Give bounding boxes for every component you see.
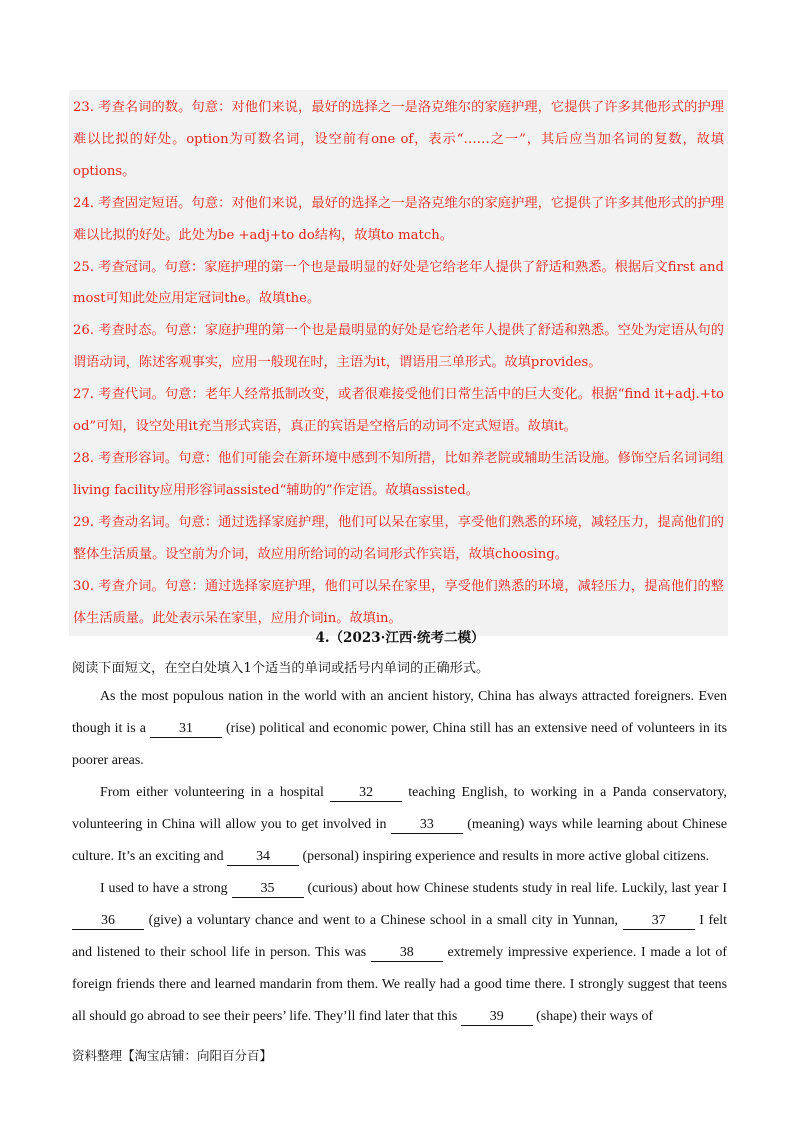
blank-39[interactable]: 39: [461, 1008, 533, 1026]
answer-25: 25. 考查冠词。句意：家庭护理的第一个也是最明显的好处是它给老年人提供了舒适和熟悉。根据后文first and most可知此处应用定冠词the。故填the。: [73, 259, 724, 307]
answer-29: 29. 考查动名词。句意：通过选择家庭护理，他们可以呆在家里，享受他们熟悉的环境，减轻压力，提高他们的整体生活质量。设空前为介词，故应用所给词的动名词形式作宾语，故填choosing。: [73, 514, 724, 562]
answer-24: 24. 考查固定短语。句意：对他们来说，最好的选择之一是洛克维尔的家庭护理，它提供了许多其他形式的护理难以比拟的好处。此处为be +adj+to do结构，故填to match。: [73, 195, 724, 243]
paragraph-3: I used to have a strong 35 (curious) about how Chinese students study in real life. Luckily, last year I 36 (give) a voluntary chance and went to a Chinese school in a small city in Yunnan, 37 I felt and listened to their school life in person. This was 38 extremely impressive experience. I made a lot of foreign friends there and learned mandarin from them. We really had a good time there. I strongly suggest that teens all should go abroad to see their peers’ life. They’ll find later that this 39 (shape) their ways of: [72, 881, 727, 1024]
blank-35[interactable]: 35: [232, 880, 304, 898]
answer-explanations: [69, 90, 728, 636]
blank-36[interactable]: 36: [72, 912, 144, 930]
section-title: 4.（2023·江西·统考二模）: [315, 630, 485, 646]
paragraph-2: From either volunteering in a hospital 32 teaching English, to working in a Panda conservatory, volunteering in China will allow you to get involved in 33 (meaning) ways while learning about Chinese culture. It’s an exciting and 34 (personal) inspiring experience and results in more active global citizens.: [72, 785, 728, 864]
blank-31[interactable]: 31: [150, 720, 222, 738]
answer-23: 23. 考查名词的数。句意：对他们来说，最好的选择之一是洛克维尔的家庭护理，它提供了许多其他形式的护理难以比拟的好处。option为可数名词，设空前有one of，表示“……之一”，其后应当加名词的复数，故填options。: [73, 100, 724, 179]
instructions: 阅读下面短文，在空白处填入1个适当的单词或括号内单词的正确形式。: [72, 661, 490, 676]
answer-27: 27. 考查代词。句意：老年人经常抵制改变，或者很难接受他们日常生活中的巨大变化。根据“find it+adj.+to od”可知，设空处用it充当形式宾语，真正的宾语是空格后的动词不定式短语。故填it。: [73, 387, 724, 435]
answer-28: 28. 考查形容词。句意：他们可能会在新环境中感到不知所措，比如养老院或辅助生活设施。修饰空后名词词组living facility应用形容词assisted“辅助的”作定语。故填assisted。: [73, 450, 724, 498]
blank-34[interactable]: 34: [227, 848, 299, 866]
answer-30: 30. 考查介词。句意：通过选择家庭护理，他们可以呆在家里，享受他们熟悉的环境，减轻压力，提高他们的整体生活质量。此处表示呆在家里，应用介词in。故填in。: [73, 578, 724, 626]
paragraph-1: As the most populous nation in the world with an ancient history, China has always attracted foreigners. Even though it is a 31 (rise) political and economic power, China still has an extensive need of volunteers in its poorer areas.: [72, 689, 727, 768]
answer-26: 26. 考查时态。句意：家庭护理的第一个也是最明显的好处是它给老年人提供了舒适和熟悉。空处为定语从句的谓语动词，陈述客观事实，应用一般现在时，主语为it，谓语用三单形式。故填provides。: [73, 323, 724, 371]
blank-33[interactable]: 33: [391, 816, 463, 834]
passage: [72, 681, 727, 1033]
blank-32[interactable]: 32: [330, 784, 402, 802]
blank-37[interactable]: 37: [623, 912, 695, 930]
blank-38[interactable]: 38: [371, 944, 443, 962]
footer-source: 资料整理【淘宝店铺：向阳百分百】: [72, 1048, 273, 1063]
